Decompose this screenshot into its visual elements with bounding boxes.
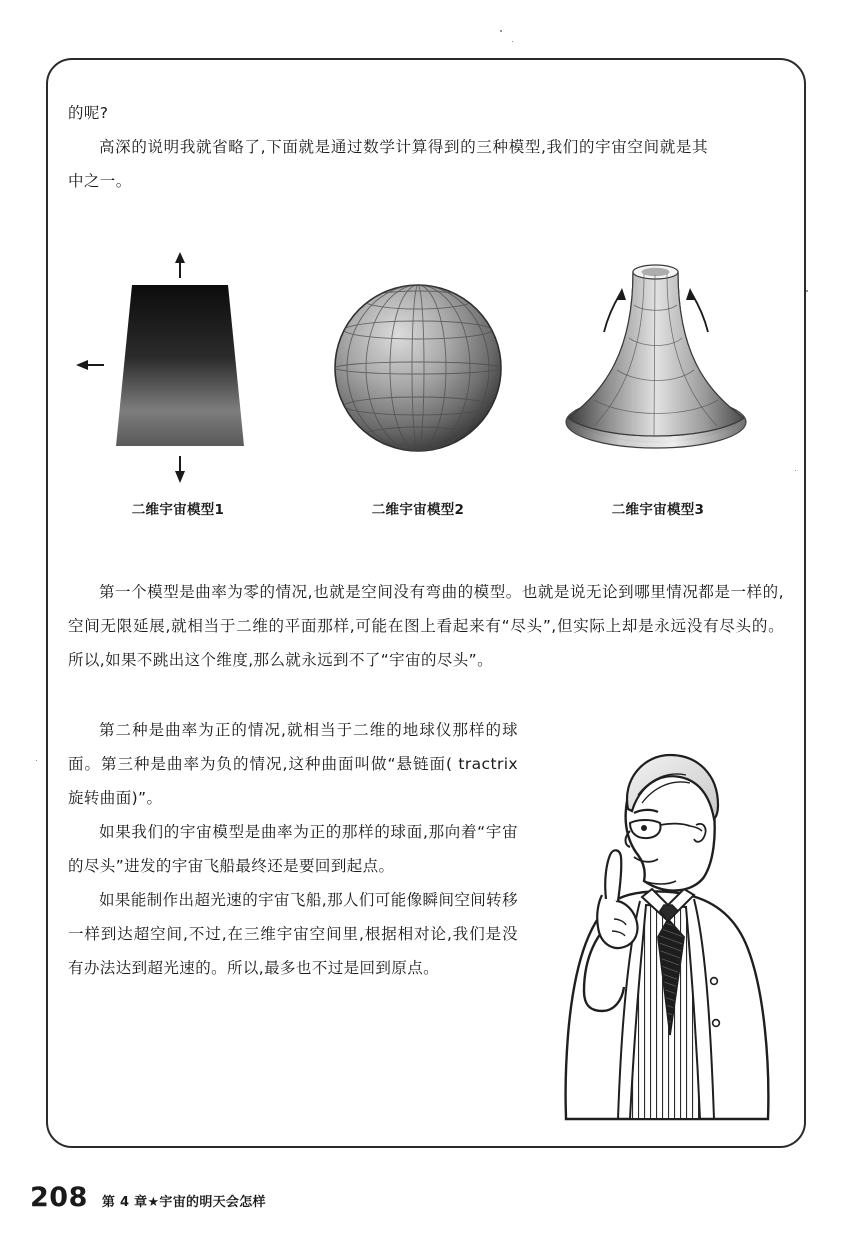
figure-1-caption-row [68,498,288,519]
sphere-figure [308,250,528,500]
paragraph-3: 第二种是曲率为正的情况,就相当于二维的地球仪那样的球面。第三种是曲率为负的情况,这种曲面叫做“悬链面( tractrix 旋转曲面)”。 [68,721,518,807]
figure-3-caption: 二维宇宙模型3 [611,502,705,518]
paragraph-line1: 的呢? [68,104,109,122]
paragraph-5: 如果能制作出超光速的宇宙飞船,那人们可能像瞬间空间转移一样到达超空间,不过,在三维宇宙空间里,根据相对论,我们是没有办法达到超光速的。所以,最多也不过是回到原点。 [68,891,518,977]
tractrix-surface-figure [548,250,768,500]
page-number: 208 [30,1182,88,1213]
speckle [36,760,37,761]
speckle [806,290,808,292]
paragraph-2: 第一个模型是曲率为零的情况,也就是空间没有弯曲的模型。也就是说无论到哪里情况都是一样的,空间无限延展,就相当于二维的平面那样,可能在图上看起来有“尽头”,但实际上却是永远没有尽头的。所以,如果不跳出这个维度,那么就永远到不了“宇宙的尽头”。 [68,583,784,669]
flat-plane-figure [68,250,288,500]
figure-group [68,250,768,540]
figure-2-caption: 二维宇宙模型2 [371,502,465,518]
middle-text-block [68,575,784,677]
sphere-svg [308,250,528,500]
professor-svg [518,705,808,1125]
speckle [500,30,502,32]
professor-character-illustration [518,705,808,1125]
paragraph-1: 高深的说明我就省略了,下面就是通过数学计算得到的三种模型,我们的宇宙空间就是其中之一。 [68,138,708,190]
chapter-title: 第 4 章★宇宙的明天会怎样 [101,1195,266,1210]
page-footer [30,1182,820,1213]
figure-1 [68,250,288,518]
top-text-block [68,96,708,198]
figure-2-caption-row [308,498,528,519]
speckle [512,41,513,42]
figure-3-caption-row [548,498,768,519]
tractrix-svg [548,250,768,500]
paragraph-4: 如果我们的宇宙模型是曲率为正的那样的球面,那向着“宇宙的尽头”进发的宇宙飞船最终还是要回到起点。 [68,823,518,875]
figure-1-caption: 二维宇宙模型1 [131,502,225,518]
lower-text-block [68,713,518,985]
figure-3 [548,250,768,518]
figure-2 [308,250,528,518]
flat-plane-svg [68,250,288,500]
